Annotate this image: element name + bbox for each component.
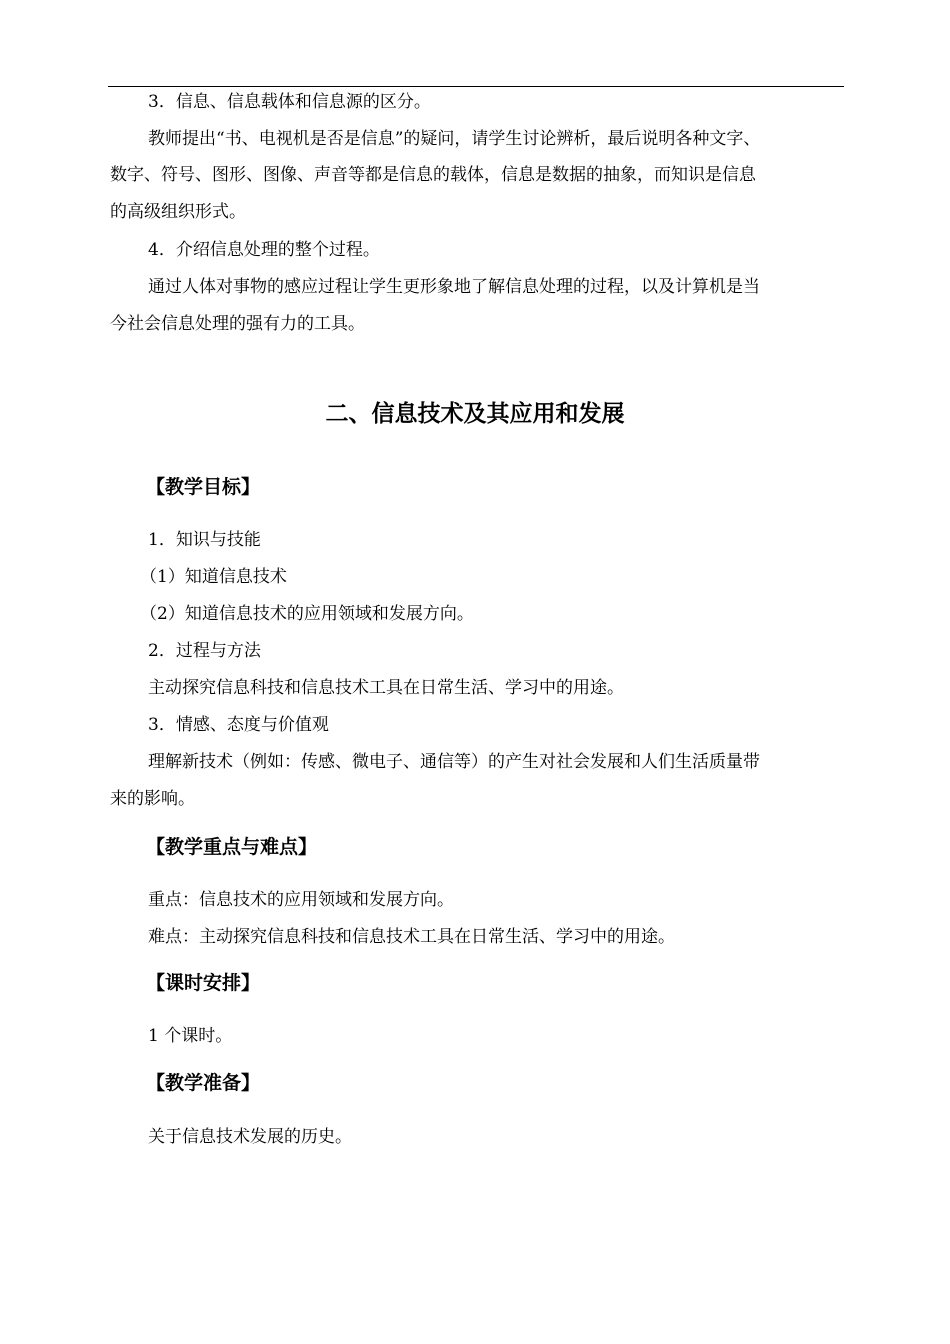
chapter-title: 二、信息技术及其应用和发展 [325, 401, 625, 427]
preparation-heading: 【教学准备】 [146, 1072, 261, 1094]
knowledge-heading: 1．知识与技能 [148, 530, 261, 550]
goals-heading: 【教学目标】 [146, 476, 261, 498]
key-point-text: 重点：信息技术的应用领域和发展方向。 [148, 890, 454, 910]
difficult-point-text: 难点：主动探究信息科技和信息技术工具在日常生活、学习中的用途。 [148, 927, 675, 947]
preparation-text: 关于信息技术发展的历史。 [148, 1127, 352, 1147]
item3-line2: 数字、符号、图形、图像、声音等都是信息的载体，信息是数据的抽象，而知识是信息 [110, 165, 756, 185]
item4-line2: 今社会信息处理的强有力的工具。 [110, 314, 365, 334]
emotion-heading: 3．情感、态度与价值观 [148, 715, 329, 735]
schedule-heading: 【课时安排】 [146, 972, 261, 994]
item3-heading: 3．信息、信息载体和信息源的区分。 [148, 92, 431, 112]
knowledge-item1: （1）知道信息技术 [140, 567, 287, 587]
emotion-line1: 理解新技术（例如：传感、微电子、通信等）的产生对社会发展和人们生活质量带 [148, 752, 760, 772]
key-points-heading: 【教学重点与难点】 [146, 836, 318, 858]
emotion-line2: 来的影响。 [110, 789, 195, 809]
process-heading: 2．过程与方法 [148, 641, 261, 661]
process-text: 主动探究信息科技和信息技术工具在日常生活、学习中的用途。 [148, 678, 624, 698]
item4-heading: 4．介绍信息处理的整个过程。 [148, 240, 380, 260]
schedule-text: 1 个课时。 [148, 1026, 233, 1046]
knowledge-item2: （2）知道信息技术的应用领域和发展方向。 [140, 604, 474, 624]
item3-line3: 的高级组织形式。 [110, 202, 246, 222]
item4-line1: 通过人体对事物的感应过程让学生更形象地了解信息处理的过程，以及计算机是当 [148, 277, 760, 297]
item3-line1: 教师提出“书、电视机是否是信息”的疑问，请学生讨论辨析，最后说明各种文字、 [148, 129, 761, 149]
